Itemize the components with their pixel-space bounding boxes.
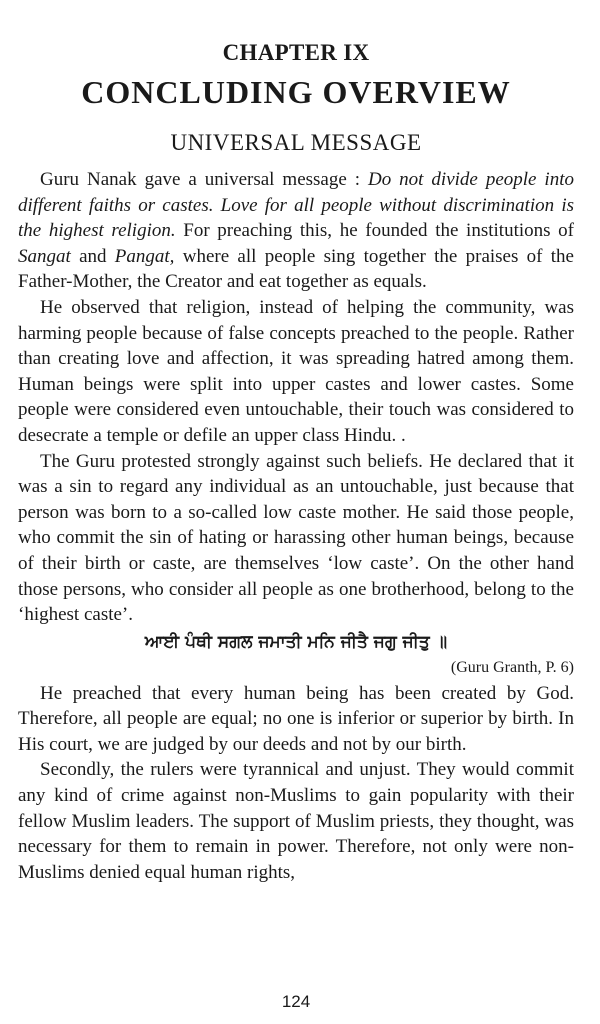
chapter-label: CHAPTER IX xyxy=(222,40,370,65)
paragraph-1 xyxy=(18,167,574,295)
section-title: UNIVERSAL MESSAGE xyxy=(170,130,422,155)
verse-citation: (Guru Granth, P. 6) xyxy=(450,658,574,676)
p1-mid: For preaching this, he founded the institutions of xyxy=(175,220,574,242)
chapter-title: CONCLUDING OVERVIEW xyxy=(81,74,511,110)
page-number: 124 xyxy=(281,992,311,1011)
paragraph-3: The Guru protested strongly against such beliefs. He declared that it was a sin to regard any individual as an untouchable, just because that person was born to a so-called low caste mother. He said those people, who commit the sin of hating or harassing other human beings, because of their birth or caste, are themselves ‘low caste’. On the other hand those persons, who consider all people as one brotherhood, belong to the ‘highest caste’. xyxy=(18,450,574,626)
p1-lead: Guru Nanak gave a universal message : xyxy=(40,169,368,190)
book-page xyxy=(18,0,574,1024)
paragraph-5: Secondly, the rulers were tyrannical and unjust. They would commit any kind of crime against non-Muslims to gain popularity with their fellow Muslim leaders. The support of Muslim priests, they thought, was necessary for them to remain in power. Therefore, not only were non-Muslims denied equal human rights, xyxy=(18,759,574,883)
p1-and: and xyxy=(70,245,115,267)
p1-quote: Do not divide people into different faiths or castes. Love for all people without discrimination is the highest religion. xyxy=(18,169,574,242)
gurmukhi-verse: ਆਈ ਪੰਥੀ ਸਗਲ ਜਮਾਤੀ ਮਨਿ ਜੀਤੈ ਜਗੁ ਜੀਤੁ ॥ xyxy=(144,631,448,652)
p1-tail: where all people sing together the praises of the Father-Mother, the Creator and eat together as equals. xyxy=(18,245,574,293)
paragraph-2: He observed that religion, instead of helping the community, was harming people because of false concepts preached to the people. Rather than creating love and affection, it was spreading hatred among them. Human beings were split into upper castes and lower castes. Some people were considered even untouchable, their touch was considered to desecrate a temple or defile an upper class Hindu. . xyxy=(18,296,574,446)
p1-pangat: Pangat, xyxy=(114,245,175,267)
paragraph-4: He preached that every human being has been created by God. Therefore, all people are equal; no one is inferior or superior by birth. In His court, we are judged by our deeds and not by our birth. xyxy=(18,682,574,755)
body-text xyxy=(18,167,574,885)
p1-sangat: Sangat xyxy=(18,245,71,267)
